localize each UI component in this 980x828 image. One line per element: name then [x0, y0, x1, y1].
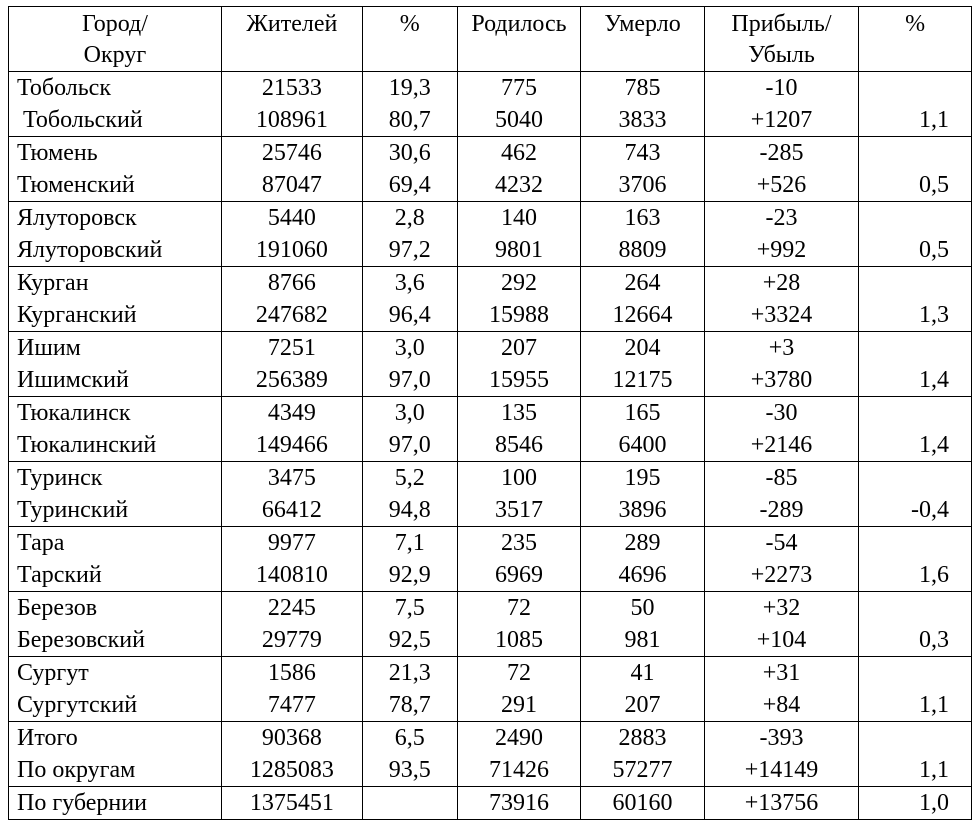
- cell-percent-gain: 1,1: [859, 104, 972, 137]
- cell-name: Туринский: [9, 494, 222, 527]
- cell-percent: 92,5: [362, 624, 457, 657]
- cell-died: 3706: [581, 169, 704, 202]
- cell-percent-gain: [859, 592, 972, 625]
- cell-name: Тюмень: [9, 137, 222, 170]
- cell-gain: -393: [704, 722, 859, 755]
- cell-residents: 256389: [221, 364, 362, 397]
- cell-name: Тюкалинск: [9, 397, 222, 430]
- cell-percent: 5,2: [362, 462, 457, 495]
- cell-gain: +2273: [704, 559, 859, 592]
- header-died: Умерло: [581, 7, 704, 72]
- cell-percent: 19,3: [362, 72, 457, 105]
- table-row: [9, 299, 972, 332]
- cell-percent: 7,5: [362, 592, 457, 625]
- cell-name: По губернии: [9, 787, 222, 820]
- cell-percent-gain: 1,4: [859, 429, 972, 462]
- cell-percent-gain: 0,5: [859, 234, 972, 267]
- table-row: [9, 169, 972, 202]
- cell-born: 9801: [457, 234, 581, 267]
- cell-born: 5040: [457, 104, 581, 137]
- cell-percent-gain: 0,3: [859, 624, 972, 657]
- cell-name: Тара: [9, 527, 222, 560]
- cell-percent: 7,1: [362, 527, 457, 560]
- table-row: [9, 332, 972, 365]
- cell-percent-gain: [859, 657, 972, 690]
- cell-residents: 191060: [221, 234, 362, 267]
- cell-percent: 96,4: [362, 299, 457, 332]
- cell-name: Ишимский: [9, 364, 222, 397]
- cell-name: Тобольск: [9, 72, 222, 105]
- cell-gain: +3: [704, 332, 859, 365]
- cell-gain: -30: [704, 397, 859, 430]
- cell-percent: 78,7: [362, 689, 457, 722]
- cell-died: 41: [581, 657, 704, 690]
- cell-percent-gain: [859, 202, 972, 235]
- cell-name: Березовский: [9, 624, 222, 657]
- cell-gain: +28: [704, 267, 859, 300]
- cell-name: Березов: [9, 592, 222, 625]
- cell-gain: -23: [704, 202, 859, 235]
- cell-residents: 9977: [221, 527, 362, 560]
- cell-name: Тарский: [9, 559, 222, 592]
- cell-died: 163: [581, 202, 704, 235]
- cell-died: 3896: [581, 494, 704, 527]
- cell-born: 292: [457, 267, 581, 300]
- cell-born: 71426: [457, 754, 581, 787]
- cell-born: 140: [457, 202, 581, 235]
- cell-residents: 29779: [221, 624, 362, 657]
- cell-percent: 2,8: [362, 202, 457, 235]
- cell-born: 235: [457, 527, 581, 560]
- cell-percent: 3,6: [362, 267, 457, 300]
- cell-percent-gain: 1,6: [859, 559, 972, 592]
- cell-percent-gain: [859, 332, 972, 365]
- cell-residents: 108961: [221, 104, 362, 137]
- cell-name: Итого: [9, 722, 222, 755]
- cell-gain: -285: [704, 137, 859, 170]
- table-row: [9, 462, 972, 495]
- cell-percent-gain: 1,1: [859, 689, 972, 722]
- cell-died: 57277: [581, 754, 704, 787]
- cell-died: 4696: [581, 559, 704, 592]
- cell-born: 4232: [457, 169, 581, 202]
- cell-name: Сургутский: [9, 689, 222, 722]
- cell-percent: 3,0: [362, 332, 457, 365]
- cell-name: Тюкалинский: [9, 429, 222, 462]
- cell-died: 12175: [581, 364, 704, 397]
- cell-gain: +31: [704, 657, 859, 690]
- table-row: [9, 397, 972, 430]
- cell-died: 3833: [581, 104, 704, 137]
- cell-born: 2490: [457, 722, 581, 755]
- cell-percent: 94,8: [362, 494, 457, 527]
- table-row: [9, 202, 972, 235]
- cell-died: 195: [581, 462, 704, 495]
- cell-gain: +1207: [704, 104, 859, 137]
- cell-percent: 80,7: [362, 104, 457, 137]
- cell-percent: 97,2: [362, 234, 457, 267]
- cell-residents: 3475: [221, 462, 362, 495]
- cell-percent: 93,5: [362, 754, 457, 787]
- cell-born: 207: [457, 332, 581, 365]
- cell-residents: 1285083: [221, 754, 362, 787]
- cell-died: 743: [581, 137, 704, 170]
- cell-residents: 21533: [221, 72, 362, 105]
- cell-percent: 97,0: [362, 364, 457, 397]
- cell-residents: 1586: [221, 657, 362, 690]
- cell-name: Ялуторовский: [9, 234, 222, 267]
- cell-gain: -85: [704, 462, 859, 495]
- cell-percent-gain: [859, 72, 972, 105]
- cell-died: 207: [581, 689, 704, 722]
- cell-died: 60160: [581, 787, 704, 820]
- cell-gain: +992: [704, 234, 859, 267]
- cell-died: 264: [581, 267, 704, 300]
- cell-died: 289: [581, 527, 704, 560]
- header-gain: Прибыль/ Убыль: [704, 7, 859, 72]
- table-body: [9, 72, 972, 820]
- table-row: [9, 722, 972, 755]
- population-table: [8, 6, 972, 820]
- cell-born: 775: [457, 72, 581, 105]
- cell-name: Курган: [9, 267, 222, 300]
- cell-percent-gain: [859, 267, 972, 300]
- table-row: [9, 267, 972, 300]
- cell-born: 6969: [457, 559, 581, 592]
- cell-born: 15988: [457, 299, 581, 332]
- table-row: [9, 137, 972, 170]
- cell-percent: 69,4: [362, 169, 457, 202]
- cell-name: Тюменский: [9, 169, 222, 202]
- header-percent-gain: %: [859, 7, 972, 72]
- cell-died: 981: [581, 624, 704, 657]
- cell-died: 165: [581, 397, 704, 430]
- cell-gain: +3324: [704, 299, 859, 332]
- cell-percent: [362, 787, 457, 820]
- cell-gain: +3780: [704, 364, 859, 397]
- table-row: [9, 104, 972, 137]
- table-row: [9, 657, 972, 690]
- cell-name: Тобольский: [9, 104, 222, 137]
- cell-residents: 149466: [221, 429, 362, 462]
- cell-died: 6400: [581, 429, 704, 462]
- cell-residents: 87047: [221, 169, 362, 202]
- cell-residents: 1375451: [221, 787, 362, 820]
- cell-gain: -54: [704, 527, 859, 560]
- table-row: [9, 429, 972, 462]
- cell-died: 204: [581, 332, 704, 365]
- cell-born: 1085: [457, 624, 581, 657]
- cell-name: Курганский: [9, 299, 222, 332]
- cell-percent-gain: [859, 527, 972, 560]
- cell-percent: 92,9: [362, 559, 457, 592]
- table-row: [9, 527, 972, 560]
- cell-percent: 6,5: [362, 722, 457, 755]
- header-born: Родилось: [457, 7, 581, 72]
- cell-gain: +526: [704, 169, 859, 202]
- cell-born: 72: [457, 657, 581, 690]
- cell-residents: 4349: [221, 397, 362, 430]
- cell-born: 100: [457, 462, 581, 495]
- cell-residents: 247682: [221, 299, 362, 332]
- table-row: [9, 364, 972, 397]
- cell-born: 72: [457, 592, 581, 625]
- cell-percent-gain: 1,3: [859, 299, 972, 332]
- cell-died: 8809: [581, 234, 704, 267]
- cell-born: 462: [457, 137, 581, 170]
- table-row: [9, 787, 972, 820]
- cell-died: 50: [581, 592, 704, 625]
- header-city: Город/ Округ: [9, 7, 222, 72]
- cell-born: 3517: [457, 494, 581, 527]
- cell-gain: +13756: [704, 787, 859, 820]
- cell-residents: 7477: [221, 689, 362, 722]
- cell-residents: 25746: [221, 137, 362, 170]
- cell-born: 8546: [457, 429, 581, 462]
- cell-percent-gain: 1,1: [859, 754, 972, 787]
- cell-died: 785: [581, 72, 704, 105]
- cell-gain: +104: [704, 624, 859, 657]
- cell-name: По округам: [9, 754, 222, 787]
- cell-name: Сургут: [9, 657, 222, 690]
- cell-gain: -289: [704, 494, 859, 527]
- cell-percent-gain: 1,4: [859, 364, 972, 397]
- cell-gain: +32: [704, 592, 859, 625]
- cell-residents: 8766: [221, 267, 362, 300]
- cell-born: 291: [457, 689, 581, 722]
- cell-born: 15955: [457, 364, 581, 397]
- cell-gain: +14149: [704, 754, 859, 787]
- cell-percent: 3,0: [362, 397, 457, 430]
- cell-percent-gain: [859, 397, 972, 430]
- cell-percent-gain: 1,0: [859, 787, 972, 820]
- table-row: [9, 72, 972, 105]
- cell-percent-gain: -0,4: [859, 494, 972, 527]
- cell-residents: 7251: [221, 332, 362, 365]
- cell-gain: +2146: [704, 429, 859, 462]
- cell-percent-gain: [859, 137, 972, 170]
- table-row: [9, 494, 972, 527]
- header-percent: %: [362, 7, 457, 72]
- cell-percent: 97,0: [362, 429, 457, 462]
- cell-percent-gain: [859, 722, 972, 755]
- header-residents: Жителей: [221, 7, 362, 72]
- table-row: [9, 592, 972, 625]
- cell-name: Ялуторовск: [9, 202, 222, 235]
- table-row: [9, 234, 972, 267]
- cell-residents: 140810: [221, 559, 362, 592]
- cell-percent-gain: [859, 462, 972, 495]
- cell-percent: 30,6: [362, 137, 457, 170]
- cell-born: 73916: [457, 787, 581, 820]
- cell-residents: 90368: [221, 722, 362, 755]
- cell-died: 12664: [581, 299, 704, 332]
- cell-gain: +84: [704, 689, 859, 722]
- cell-name: Туринск: [9, 462, 222, 495]
- cell-born: 135: [457, 397, 581, 430]
- cell-percent-gain: 0,5: [859, 169, 972, 202]
- cell-died: 2883: [581, 722, 704, 755]
- cell-name: Ишим: [9, 332, 222, 365]
- cell-residents: 66412: [221, 494, 362, 527]
- cell-gain: -10: [704, 72, 859, 105]
- table-row: [9, 624, 972, 657]
- table-row: [9, 689, 972, 722]
- cell-residents: 2245: [221, 592, 362, 625]
- cell-residents: 5440: [221, 202, 362, 235]
- table-row: [9, 754, 972, 787]
- cell-percent: 21,3: [362, 657, 457, 690]
- table-row: [9, 559, 972, 592]
- table-header-row: [9, 7, 972, 72]
